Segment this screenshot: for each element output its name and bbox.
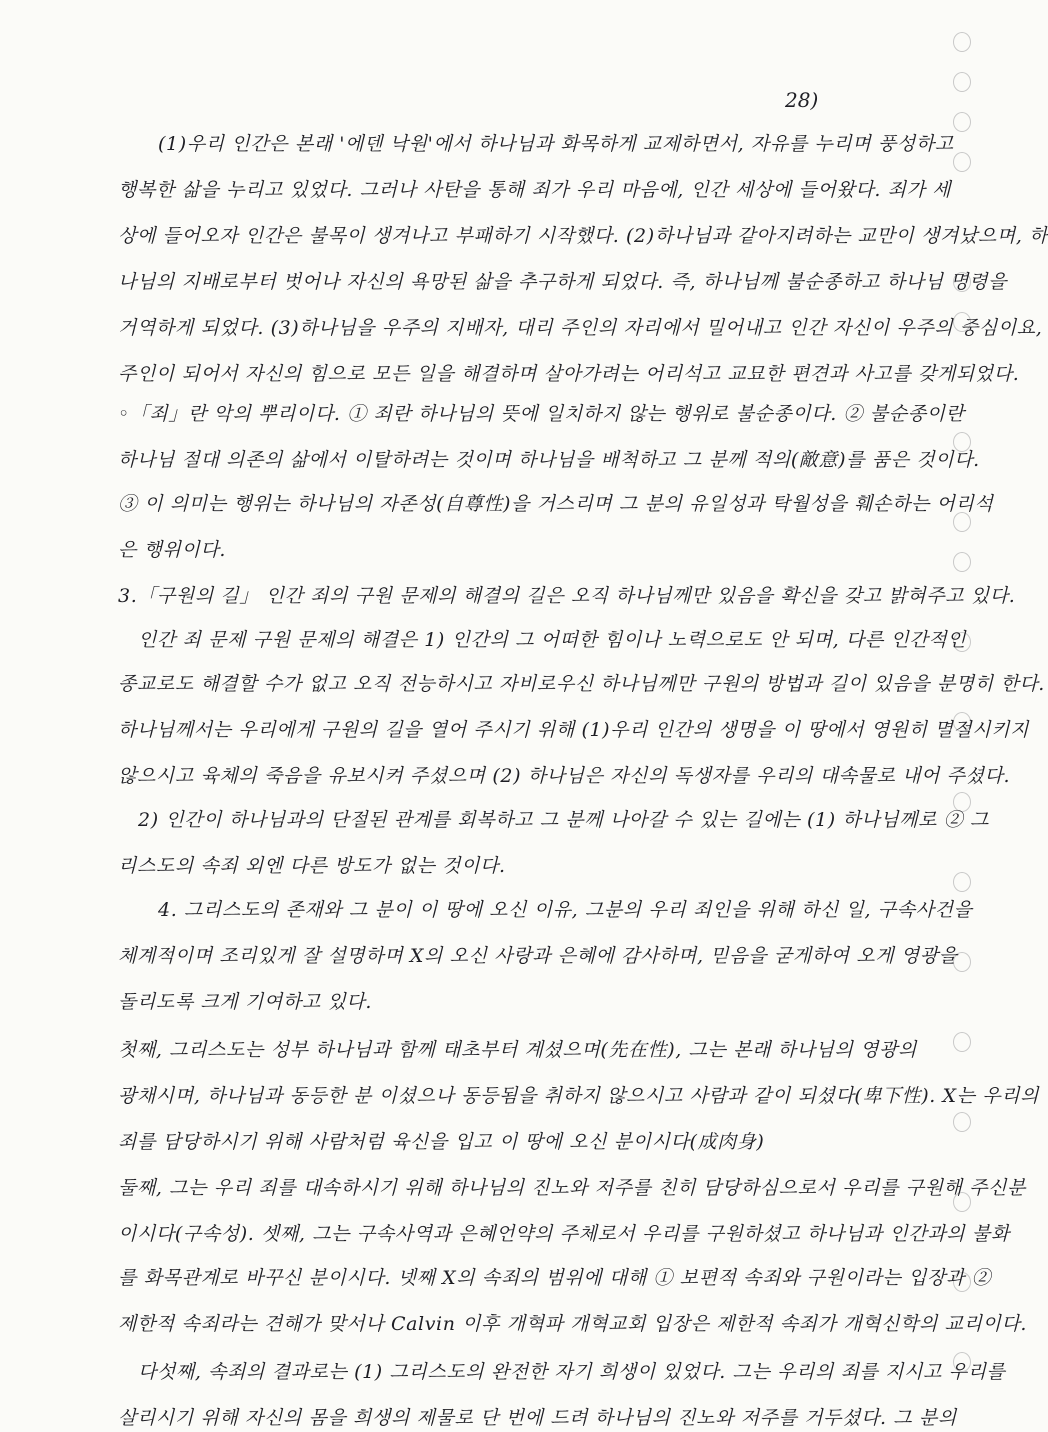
text-line: 하나님 절대 의존의 삶에서 이탈하려는 것이며 하나님을 배척하고 그 분께 적의(敵意)를 품은 것이다. bbox=[118, 449, 980, 471]
text-line: 나님의 지배로부터 벗어나 자신의 욕망된 삶을 추구하게 되었다. 즉, 하나님께 불순종하고 하나님 명령을 bbox=[118, 271, 1008, 293]
text-line: 인간 죄 문제 구원 문제의 해결은 1) 인간의 그 어떠한 힘이나 노력으로도 안 되며, 다른 인간적인 bbox=[138, 629, 967, 651]
text-line: 은 행위이다. bbox=[118, 539, 227, 561]
text-line: 종교로도 해결할 수가 없고 오직 전능하시고 자비로우신 하나님께만 구원의 방법과 길이 있음을 분명히 한다. bbox=[118, 673, 1045, 695]
text-line: 거역하게 되었다. (3)하나님을 우주의 지배자, 대리 주인의 자리에서 밀어내고 인간 자신이 우주의 중심이요, bbox=[118, 317, 1043, 339]
text-line: 제한적 속죄라는 견해가 맞서나 Calvin 이후 개혁파 개혁교회 입장은 제한적 속죄가 개혁신학의 교리이다. bbox=[118, 1313, 1028, 1335]
text-line: ◦「죄」란 악의 뿌리이다. ① 죄란 하나님의 뜻에 일치하지 않는 행위로 불순종이다. ② 불순종이란 bbox=[118, 403, 965, 425]
text-line: 광채시며, 하나님과 동등한 분 이셨으나 동등됨을 취하지 않으시고 사람과 같이 되셨다(卑下性). X는 우리의 bbox=[118, 1085, 1040, 1107]
text-line: 이시다(구속성). 셋째, 그는 구속사역과 은혜언약의 주체로서 우리를 구원하셨고 하나님과 인간과의 불화 bbox=[118, 1223, 1010, 1245]
text-line: 않으시고 육체의 죽음을 유보시켜 주셨으며 (2) 하나님은 자신의 독생자를 우리의 대속물로 내어 주셨다. bbox=[118, 765, 1011, 787]
binder-hole bbox=[953, 32, 971, 52]
binder-hole bbox=[953, 512, 971, 532]
text-line: 2) 인간이 하나님과의 단절된 관계를 회복하고 그 분께 나아갈 수 있는 길에는 (1) 하나님께로 ② 그 bbox=[138, 809, 989, 831]
text-line: 죄를 담당하시기 위해 사람처럼 육신을 입고 이 땅에 오신 분이시다(成肉身) bbox=[118, 1131, 765, 1153]
text-line: (1)우리 인간은 본래 '에덴 낙원'에서 하나님과 화목하게 교제하면서, 자유를 누리며 풍성하고 bbox=[158, 133, 954, 155]
text-line: 둘째, 그는 우리 죄를 대속하시기 위해 하나님의 진노와 저주를 친히 담당하심으로서 우리를 구원해 주신분 bbox=[118, 1177, 1026, 1199]
binder-hole bbox=[953, 552, 971, 572]
text-line: 살리시기 위해 자신의 몸을 희생의 제물로 단 번에 드려 하나님의 진노와 저주를 거두셨다. 그 분의 bbox=[118, 1407, 957, 1429]
page-number: 28) bbox=[785, 88, 819, 112]
text-line: 행복한 삶을 누리고 있었다. 그러나 사탄을 통해 죄가 우리 마음에, 인간 세상에 들어왔다. 죄가 세 bbox=[118, 179, 952, 201]
section-heading-salvation: 3.「구원의 길」 인간 죄의 구원 문제의 해결의 길은 오직 하나님께만 있음을 확신을 갖고 밝혀주고 있다. bbox=[118, 585, 1016, 607]
text-line: 를 화목관계로 바꾸신 분이시다. 넷째 X의 속죄의 범위에 대해 ① 보편적 속죄와 구원이라는 입장과 ② bbox=[118, 1267, 992, 1289]
text-line: 상에 들어오자 인간은 불목이 생겨나고 부패하기 시작했다. (2)하나님과 같아지려하는 교만이 생겨났으며, 하 bbox=[118, 225, 1048, 247]
text-line: 하나님께서는 우리에게 구원의 길을 열어 주시기 위해 (1)우리 인간의 생명을 이 땅에서 영원히 멸절시키지 bbox=[118, 719, 1030, 741]
text-line: 다섯째, 속죄의 결과로는 (1) 그리스도의 완전한 자기 희생이 있었다. 그는 우리의 죄를 지시고 우리를 bbox=[138, 1361, 1006, 1383]
binder-hole bbox=[953, 872, 971, 892]
text-line: ③ 이 의미는 행위는 하나님의 자존성(自尊性)을 거스리며 그 분의 유일성과 탁월성을 훼손하는 어리석 bbox=[118, 493, 994, 515]
section-heading-christ: 4. 그리스도의 존재와 그 분이 이 땅에 오신 이유, 그분의 우리 죄인을 위해 하신 일, 구속사건을 bbox=[158, 899, 973, 921]
binder-hole bbox=[953, 72, 971, 92]
text-line: 돌리도록 크게 기여하고 있다. bbox=[118, 991, 373, 1013]
binder-hole bbox=[953, 112, 971, 132]
text-line: 리스도의 속죄 외엔 다른 방도가 없는 것이다. bbox=[118, 855, 506, 877]
text-line: 체계적이며 조리있게 잘 설명하며 X의 오신 사랑과 은혜에 감사하며, 믿음을 굳게하여 오게 영광을 bbox=[118, 945, 958, 967]
binder-hole bbox=[953, 152, 971, 172]
text-line: 첫째, 그리스도는 성부 하나님과 함께 태초부터 계셨으며(先在性), 그는 본래 하나님의 영광의 bbox=[118, 1039, 917, 1061]
binder-hole bbox=[953, 1032, 971, 1052]
binder-hole bbox=[953, 1112, 971, 1132]
text-line: 주인이 되어서 자신의 힘으로 모든 일을 해결하며 살아가려는 어리석고 교묘한 편견과 사고를 갖게되었다. bbox=[118, 363, 1020, 385]
